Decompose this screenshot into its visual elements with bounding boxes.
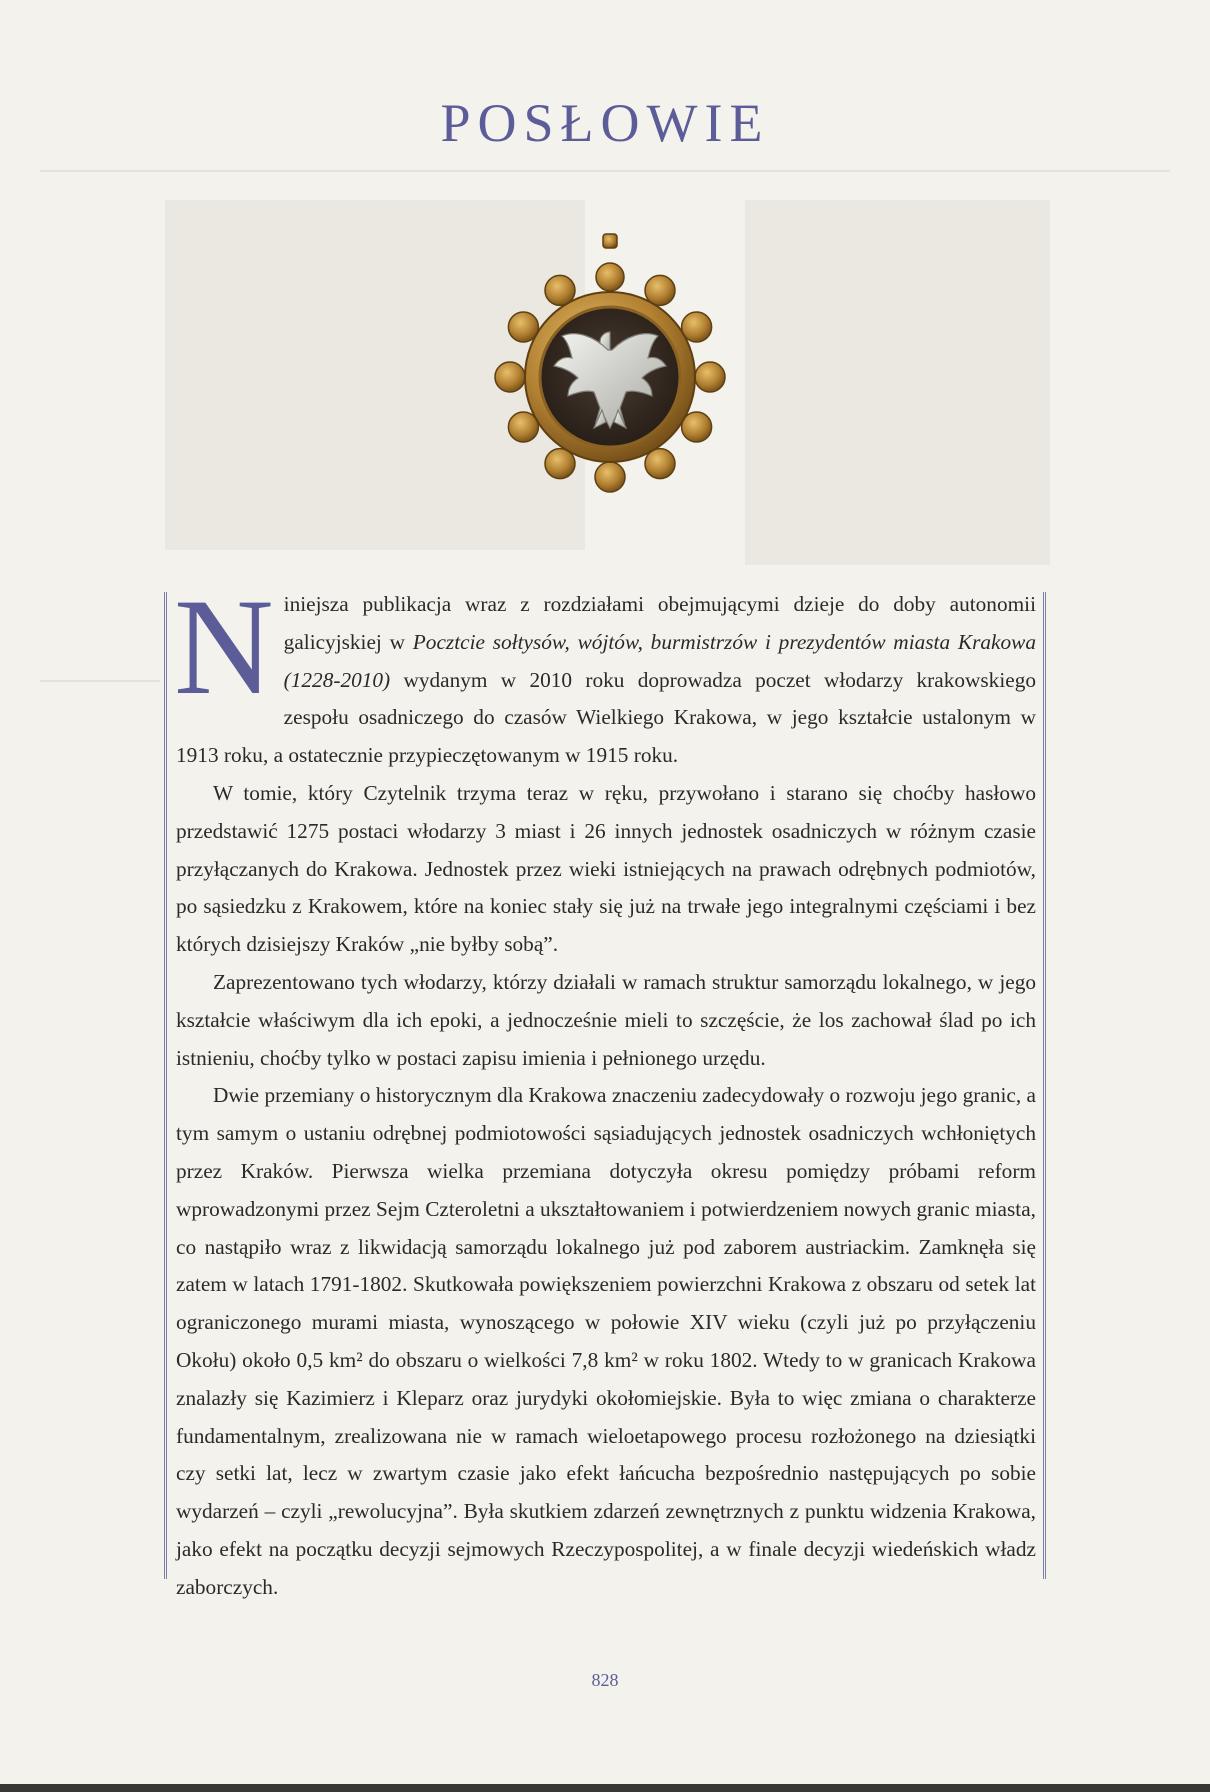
page-title: POSŁOWIE bbox=[440, 93, 770, 153]
paragraph: W tomie, który Czytelnik trzyma teraz w ręku, przywołano i starano się choćby hasłowo przedstawić 1275 postaci włodarzy 3 miast i 26 innych jednostek osadniczych w różnym czasie przyłączanych do Krakowa. Jednostek przez wieki istniejących na prawach odrębnych podmiotów, po sąsiedzku z Krakowem, które na koniec stały się już na trwałe jego integralnymi częściami i bez których dzisiejszy Kraków „nie byłby sobą”. bbox=[176, 780, 1036, 957]
footer-bar bbox=[0, 1784, 1210, 1792]
book-title: Pocztcie sołtysów, wójtów, burmistrzów i prezydentów miasta Krakowa (1228-2010) bbox=[283, 629, 1036, 692]
paragraph: Zaprezentowano tych włodarzy, którzy działali w ramach struktur samorządu lokalnego, w jego kształcie właściwym dla ich epoki, a jednocześnie mieli to szczęście, że los zachował ślad po ich istnieniu, choćby tylko w postaci zapisu imienia i pełnionego urzędu. bbox=[176, 969, 1036, 1070]
emblem-ball bbox=[595, 462, 625, 492]
drop-cap: N bbox=[174, 570, 274, 723]
paragraph bbox=[174, 570, 1036, 775]
ghost-image-right bbox=[745, 200, 1050, 565]
ghost-rule bbox=[40, 680, 160, 682]
emblem-ball bbox=[596, 263, 624, 291]
page-number: 828 bbox=[591, 1670, 619, 1690]
paragraph: Dwie przemiany o historycznym dla Krakowa znaczeniu zadecydowały o rozwoju jego granic, a tym samym o ustaniu odrębnej podmiotowości sąsiadujących jednostek osadniczych wchłoniętych przez Kraków. Pierwsza wielka przemiana dotyczyła okresu pomiędzy próbami reform wprowadzonymi przez Sejm Czteroletni a ukształtowaniem i potwierdzeniem nowych granic miasta, co nastąpiło wraz z likwidacją samorządu lokalnego już pod zaborem austriackim. Zamknęła się zatem w latach 1791-1802. Skutkowała powiększeniem powierzchni Krakowa z obszaru od setek lat ograniczonego murami miasta, wynoszącego w połowie XIV wieku (czyli już po przyłączeniu Okołu) około 0,5 km² do obszaru o wielkości 7,8 km² w roku 1802. Wtedy to w granicach Krakowa znalazły się Kazimierz i Kleparz oraz jurydyki okołomiejskie. Była to więc zmiana o charakterze fundamentalnym, zrealizowana nie w ramach wieloetapowego procesu rozłożonego na dziesiątki czy setki lat, lecz w zwartym czasie jako efekt łańcucha bezpośrednio następujących po sobie wydarzeń – czyli „rewolucyjna”. Była skutkiem zdarzeń zewnętrznych z punktu widzenia Krakowa, jako efekt na początku decyzji sejmowych Rzeczypospolitej, a w finale decyzji wiedeńskich władz zaborczych. bbox=[176, 1083, 1036, 1599]
emblem-ball bbox=[695, 362, 725, 392]
body-text bbox=[174, 570, 1036, 1607]
eagle-emblem-icon bbox=[490, 232, 730, 498]
paragraph-run: iniejsza publikacja wraz z rozdziałami obejmującymi dzieje do doby autonomii galicyjskiej w bbox=[283, 592, 1036, 654]
ghost-rule bbox=[40, 170, 1170, 172]
emblem-ball bbox=[495, 362, 525, 392]
paragraph-run: wydanym w 2010 roku doprowadza poczet włodarzy krakowskiego zespołu osadniczego do czasów Wielkiego Krakowa, w jego kształcie ustalonym w 1913 roku, a ostatecznie przypieczętowanym w 1915 roku. bbox=[176, 667, 1036, 768]
